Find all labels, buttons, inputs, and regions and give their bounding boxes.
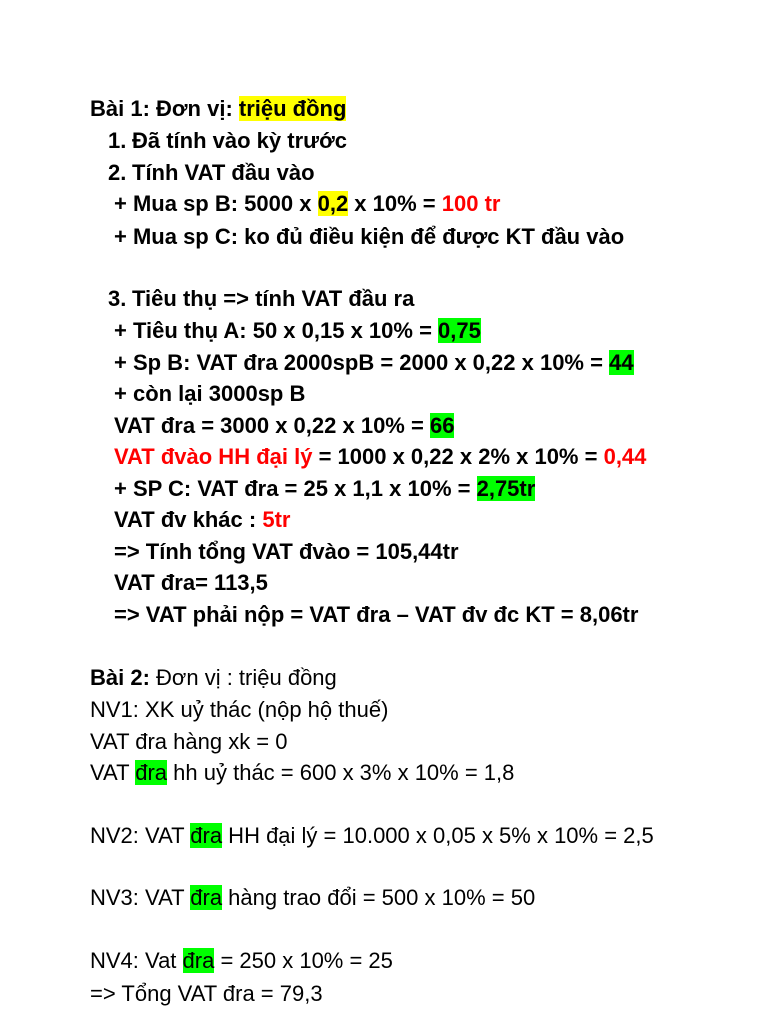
result-green: 44 (609, 350, 634, 375)
text: = 1000 x 0,22 x 2% x 10% = (312, 444, 604, 469)
highlight-green: đra (182, 948, 215, 973)
text: = 250 x 10% = 25 (214, 948, 393, 973)
bai1-vat-dv-khac (114, 507, 290, 533)
bai2-vat-xk: VAT đra hàng xk = 0 (90, 729, 288, 754)
text: NV4: Vat (90, 948, 183, 973)
highlight-green: đra (190, 885, 223, 910)
text: VAT (90, 760, 136, 785)
text: NV3: VAT (90, 885, 191, 910)
text: hàng trao đổi = 500 x 10% = 50 (222, 885, 536, 910)
text: + Tiêu thụ A: 50 x 0,15 x 10% = (114, 318, 439, 343)
bai1-tong-dvao: => Tính tổng VAT đvào = 105,44tr (114, 539, 459, 564)
text: + Sp B: VAT đra 2000spB = 2000 x 0,22 x 10% = (114, 350, 610, 375)
bai1-phai-nop: => VAT phải nộp = VAT đra – VAT đv đc KT = 8,06tr (114, 602, 639, 627)
text: HH đại lý = 10.000 x 0,05 x 5% x 10% = 2,5 (222, 823, 654, 848)
bai1-spb (114, 350, 634, 376)
bai1-spc (114, 476, 535, 502)
result-green: 0,75 (438, 318, 481, 343)
text: x 10% = (348, 191, 442, 216)
bai2-nv2 (90, 823, 654, 849)
bai1-title (90, 96, 346, 122)
bai2-title-rest: Đơn vị : triệu đồng (149, 665, 337, 690)
item-number: 3. (108, 286, 127, 311)
bai1-mua-c: + Mua sp C: ko đủ điều kiện để được KT đầu vào (114, 224, 625, 249)
bai2-tong: => Tổng VAT đra = 79,3 (90, 981, 323, 1006)
text: VAT đv khác : (114, 507, 263, 532)
text: + Mua sp B: 5000 x (114, 191, 318, 216)
bai2-nv3 (90, 885, 535, 911)
bai1-item-2 (108, 160, 315, 186)
text: NV2: VAT (90, 823, 191, 848)
result-green: 2,75tr (476, 476, 536, 501)
bai2-nv4 (90, 948, 393, 974)
result-red: 5tr (262, 507, 291, 532)
bai1-vat-dra-total: VAT đra= 113,5 (114, 570, 268, 595)
bai2-nv1-uythac (90, 760, 514, 786)
item-number: 2. (108, 160, 127, 185)
result-red: 100 tr (441, 191, 501, 216)
bai1-conlai: + còn lại 3000sp B (114, 381, 306, 406)
bai1-tieuthu-a (114, 318, 481, 344)
item-text: Tính VAT đầu vào (132, 160, 315, 185)
bai2-nv1: NV1: XK uỷ thác (nộp hộ thuế) (90, 697, 389, 722)
result-red: 0,44 (603, 444, 647, 469)
bai1-item-1 (108, 128, 347, 154)
bai1-vat-dvao-hh (114, 444, 646, 470)
bai2-title-bold: Bài 2: (90, 665, 150, 690)
item-number: 1. (108, 128, 127, 153)
bai1-vat-dra-3000 (114, 413, 454, 439)
text: VAT đra = 3000 x 0,22 x 10% = (114, 413, 430, 438)
bai1-mua-b (114, 191, 500, 217)
bai2-title (90, 665, 337, 691)
item-text: Tiêu thụ => tính VAT đầu ra (132, 286, 415, 311)
bai1-item-3 (108, 286, 414, 312)
highlight-green: đra (190, 823, 223, 848)
result-green: 66 (429, 413, 455, 438)
text: hh uỷ thác = 600 x 3% x 10% = 1,8 (167, 760, 515, 785)
item-text: Đã tính vào kỳ trước (132, 128, 347, 153)
highlight-green: đra (135, 760, 168, 785)
highlight-yellow: 0,2 (317, 191, 349, 216)
text: + SP C: VAT đra = 25 x 1,1 x 10% = (114, 476, 477, 501)
label-red: VAT đvào HH đại lý (114, 444, 313, 469)
bai1-title-prefix: Bài 1: Đơn vị: (90, 96, 239, 121)
bai1-unit-highlight: triệu đồng (238, 96, 347, 121)
